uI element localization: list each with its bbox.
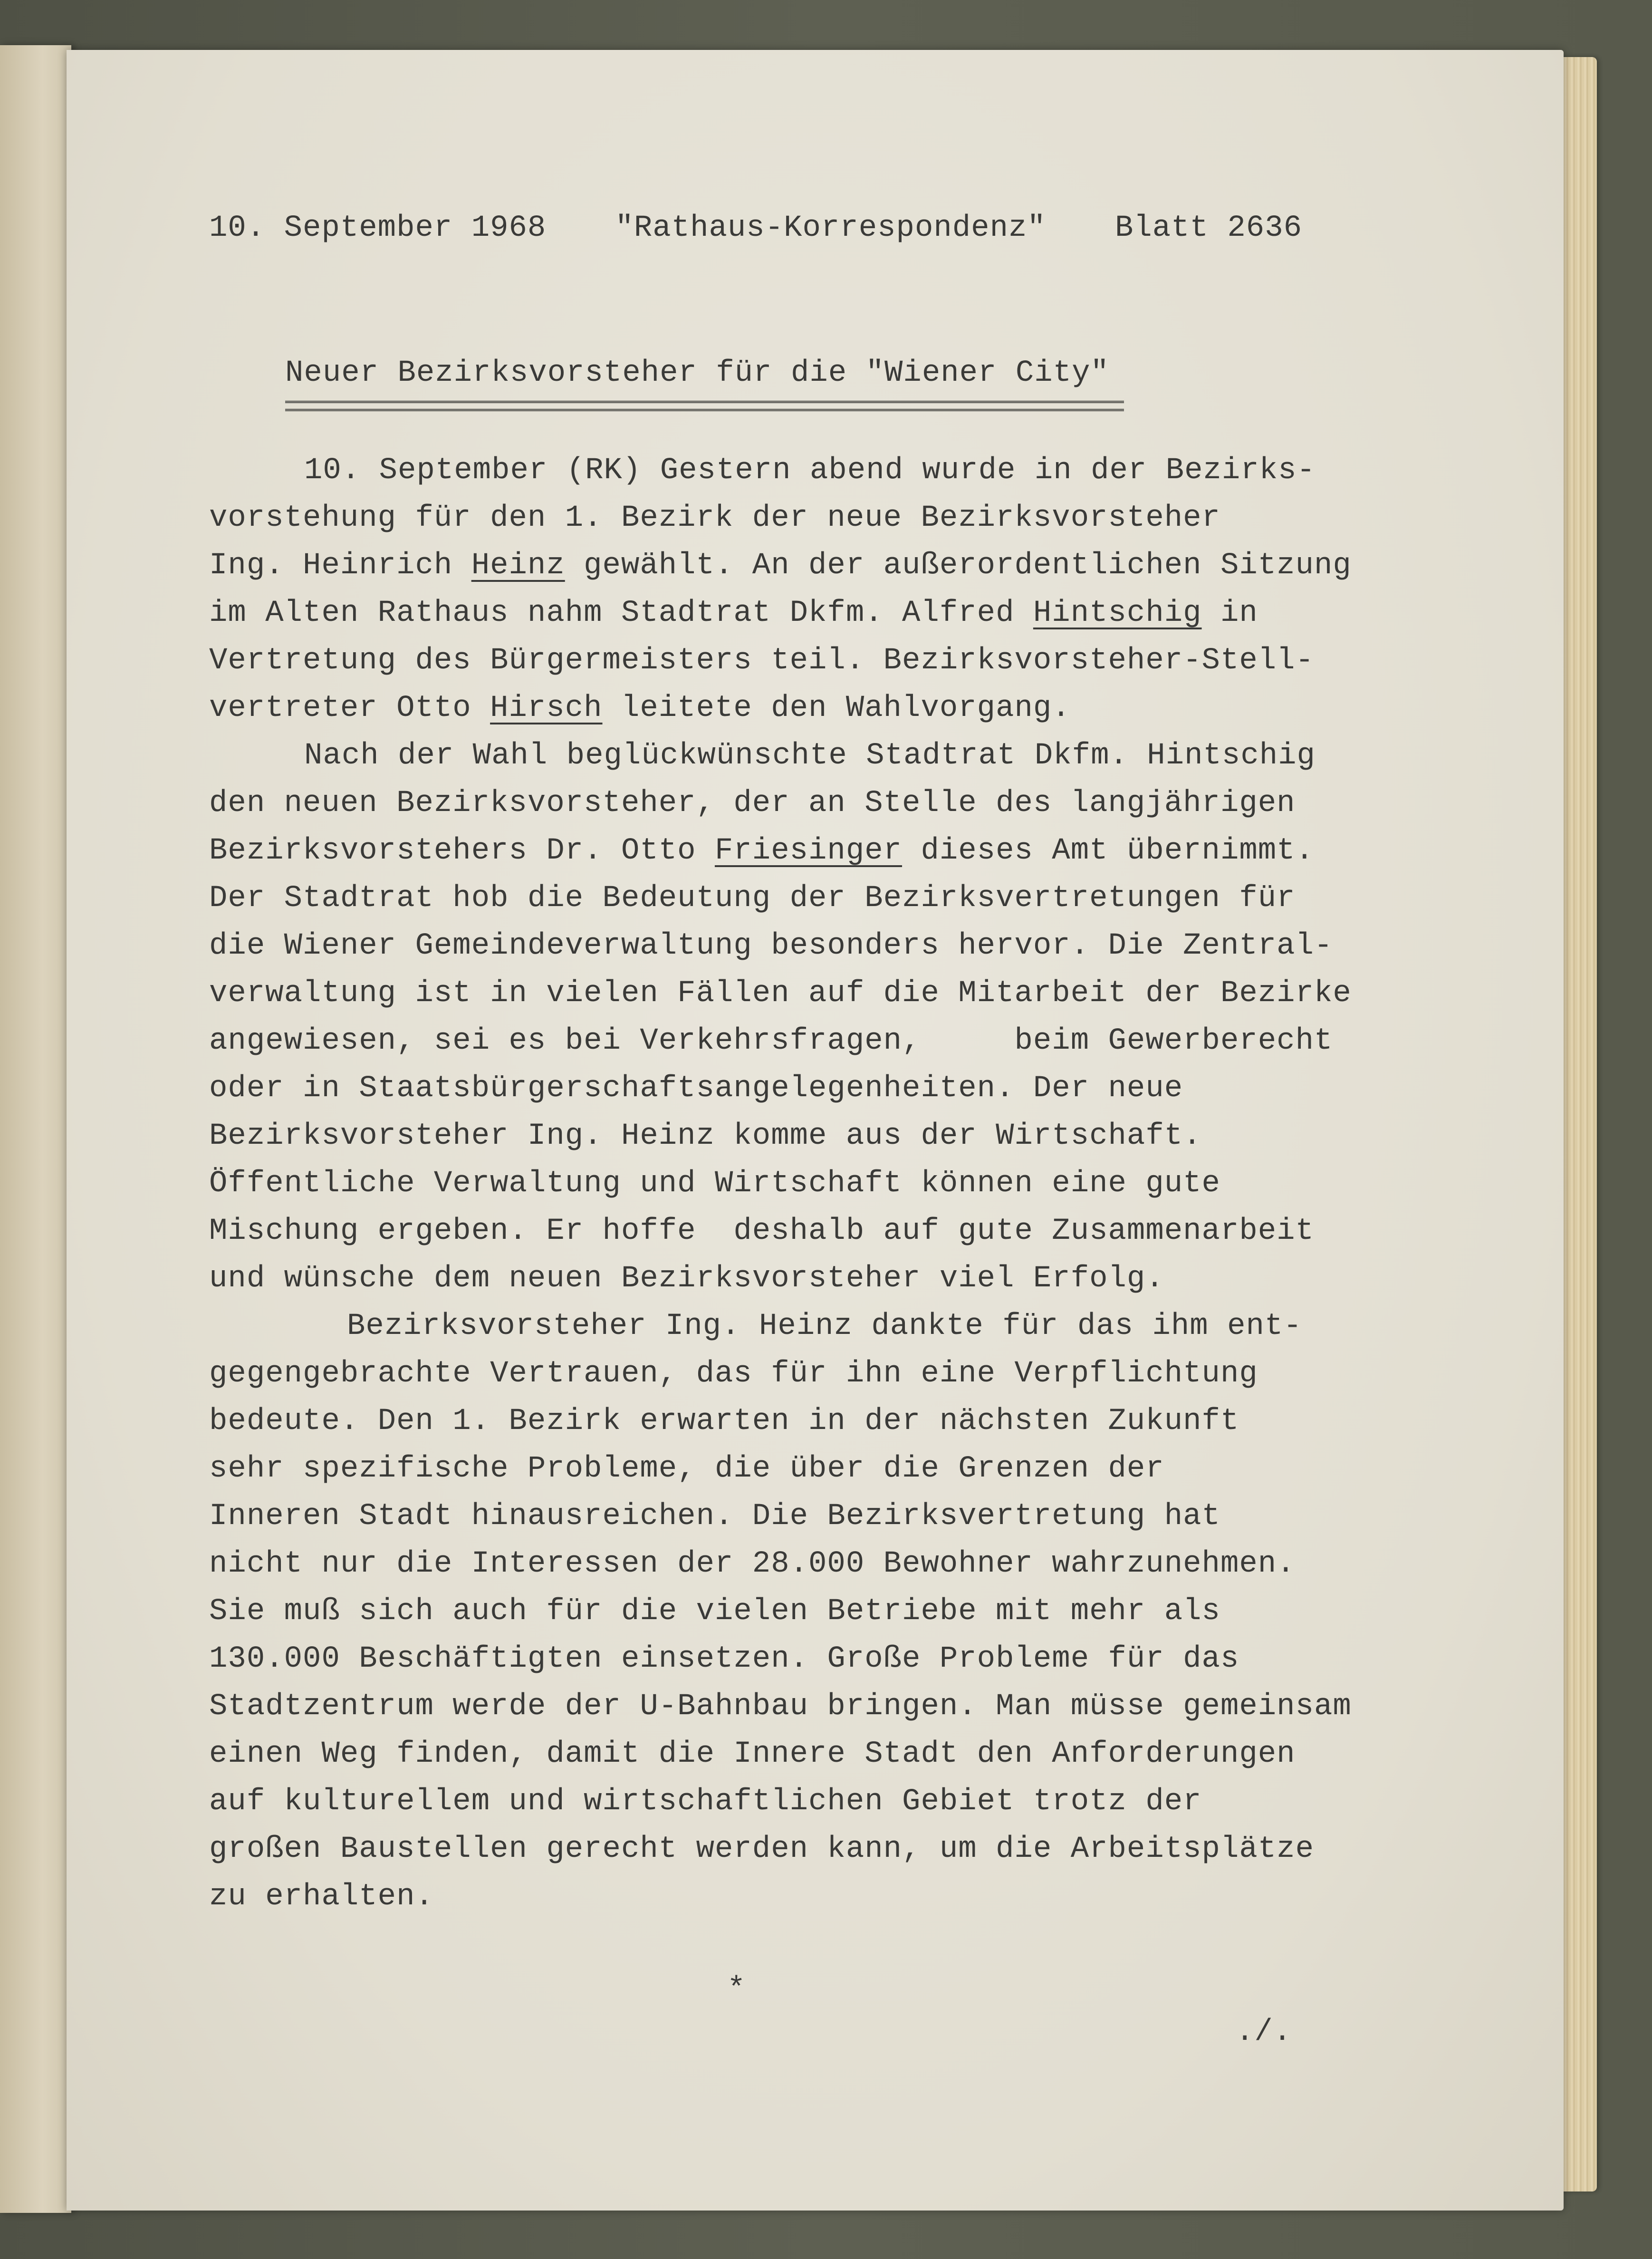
continuation-mark: ./. (1236, 2015, 1292, 2049)
body-line (209, 1112, 1397, 1160)
header-publication: "Rathaus-Korrespondenz" (615, 211, 1046, 245)
article-body (209, 447, 1397, 1921)
text-run: zu erhalten. (209, 1880, 434, 1914)
text-run: nicht nur die Interessen der 28.000 Bewohner wahrzunehmen. (209, 1547, 1296, 1581)
text-run: Vertretung des Bürgermeisters teil. Bezirksvorsteher-Stell- (209, 644, 1314, 678)
article-title: Neuer Bezirksvorsteher für die "Wiener City" (285, 356, 1109, 390)
underlined-name: Hirsch (490, 691, 603, 725)
body-line (209, 827, 1397, 875)
text-run: Mischung ergeben. Er hoffe deshalb auf gute Zusammenarbeit (209, 1214, 1314, 1248)
text-run: im Alten Rathaus nahm Stadtrat Dkfm. Alfred (209, 596, 1033, 630)
body-line (209, 1493, 1397, 1540)
text-run: gewählt. An der außerordentlichen Sitzung (565, 549, 1352, 583)
text-run: leitete den Wahlvorgang. (602, 691, 1071, 725)
text-run: Öffentliche Verwaltung und Wirtschaft können eine gute (209, 1167, 1220, 1201)
text-run: Inneren Stadt hinausreichen. Die Bezirksvertretung hat (209, 1499, 1220, 1534)
body-line (209, 1540, 1397, 1588)
body-line (209, 685, 1397, 732)
body-line (209, 1778, 1397, 1825)
body-line (209, 732, 1397, 780)
text-run: verwaltung ist in vielen Fällen auf die Mitarbeit der Bezirke (209, 976, 1352, 1011)
text-run: in (1201, 596, 1258, 630)
text-run: die Wiener Gemeindeverwaltung besonders hervor. Die Zentral- (209, 929, 1333, 963)
text-run: 10. September (RK) Gestern abend wurde in der Bezirks- (304, 454, 1316, 488)
body-line (209, 1065, 1397, 1112)
body-line (209, 1398, 1397, 1445)
previous-page-edge (0, 45, 71, 2213)
page-header (209, 204, 1302, 252)
text-run: sehr spezifische Probleme, die über die Grenzen der (209, 1452, 1164, 1486)
body-line (209, 1635, 1397, 1683)
body-line (209, 1207, 1397, 1255)
body-line (209, 589, 1397, 637)
body-line (209, 780, 1397, 827)
underlined-name: Hintschig (1033, 596, 1202, 630)
text-run: Nach der Wahl beglückwünschte Stadtrat Dkfm. Hintschig (304, 739, 1316, 773)
body-line (209, 1683, 1397, 1730)
body-line (209, 970, 1397, 1017)
body-line (209, 1255, 1397, 1303)
text-run: großen Baustellen gerecht werden kann, um die Arbeitsplätze (209, 1832, 1314, 1866)
text-run: und wünsche dem neuen Bezirksvorsteher viel Erfolg. (209, 1262, 1164, 1296)
body-line (209, 1730, 1397, 1778)
text-run: dieses Amt übernimmt. (902, 834, 1314, 868)
text-run: einen Weg finden, damit die Innere Stadt den Anforderungen (209, 1737, 1296, 1771)
body-line (209, 1588, 1397, 1635)
body-line (209, 447, 1397, 494)
header-date: 10. September 1968 (209, 211, 547, 245)
text-run: angewiesen, sei es bei Verkehrsfragen, beim Gewerberecht (209, 1024, 1333, 1058)
body-line (209, 1445, 1397, 1493)
text-run: Bezirksvorsteher Ing. Heinz dankte für das ihm ent- (347, 1309, 1302, 1343)
body-line (209, 1825, 1397, 1873)
text-run: 130.000 Beschäftigten einsetzen. Große Probleme für das (209, 1642, 1239, 1676)
text-run: vertreter Otto (209, 691, 490, 725)
text-run: Ing. Heinrich (209, 549, 471, 583)
body-line (209, 542, 1397, 589)
body-line (209, 1873, 1397, 1921)
text-run: auf kulturellem und wirtschaftlichen Gebiet trotz der (209, 1785, 1202, 1819)
text-run: Stadtzentrum werde der U-Bahnbau bringen. Man müsse gemeinsam (209, 1689, 1352, 1724)
text-run: den neuen Bezirksvorsteher, der an Stelle des langjährigen (209, 786, 1296, 821)
body-line (209, 922, 1397, 970)
text-run: Bezirksvorstehers Dr. Otto (209, 834, 715, 868)
body-line (209, 1160, 1397, 1207)
section-separator: * (727, 1972, 746, 2007)
body-line (209, 1017, 1397, 1065)
text-run: Sie muß sich auch für die vielen Betriebe mit mehr als (209, 1594, 1220, 1629)
text-run: Der Stadtrat hob die Bedeutung der Bezirksvertretungen für (209, 881, 1296, 916)
text-run: bedeute. Den 1. Bezirk erwarten in der nächsten Zukunft (209, 1404, 1239, 1438)
underlined-name: Friesinger (714, 834, 903, 868)
text-run: gegengebrachte Vertrauen, das für ihn eine Verpflichtung (209, 1357, 1258, 1391)
text-run: oder in Staatsbürgerschaftsangelegenheiten. Der neue (209, 1072, 1183, 1106)
header-sheet-number: Blatt 2636 (1114, 211, 1302, 245)
underlined-name: Heinz (471, 549, 565, 583)
body-line (209, 875, 1397, 922)
text-run: vorstehung für den 1. Bezirk der neue Bezirksvorsteher (209, 501, 1220, 535)
body-line (209, 1303, 1397, 1350)
text-run: Bezirksvorsteher Ing. Heinz komme aus der Wirtschaft. (209, 1119, 1202, 1153)
body-line (209, 637, 1397, 685)
body-line (209, 1350, 1397, 1398)
body-line (209, 494, 1397, 542)
title-double-underline (285, 401, 1124, 411)
